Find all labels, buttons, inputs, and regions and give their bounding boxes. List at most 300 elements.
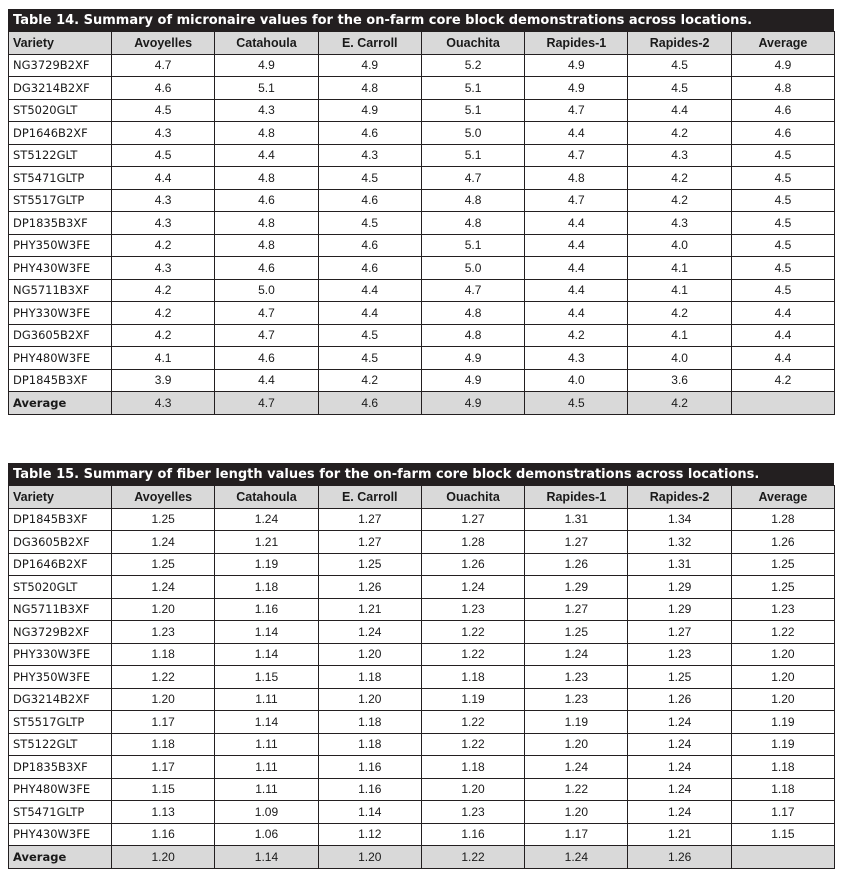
table-row	[9, 598, 835, 621]
average-cell: 4.6	[318, 392, 421, 415]
value-cell: 4.2	[112, 234, 215, 257]
value-cell: 4.7	[215, 302, 318, 325]
value-cell: 1.23	[421, 598, 524, 621]
value-cell: 1.11	[215, 778, 318, 801]
value-cell: 1.22	[421, 711, 524, 734]
average-label: Average	[9, 392, 112, 415]
value-cell: 4.7	[421, 279, 524, 302]
table-14-grid	[8, 31, 835, 415]
value-cell: 1.11	[215, 688, 318, 711]
value-cell: 4.8	[731, 77, 834, 100]
value-cell: 1.25	[731, 576, 834, 599]
value-cell: 1.19	[421, 688, 524, 711]
average-cell: 1.20	[318, 846, 421, 869]
value-cell: 4.3	[112, 257, 215, 280]
value-cell: 5.1	[215, 77, 318, 100]
value-cell: 4.4	[628, 99, 731, 122]
value-cell: 4.4	[525, 302, 628, 325]
value-cell: 4.8	[215, 212, 318, 235]
table-row	[9, 122, 835, 145]
value-cell: 5.1	[421, 144, 524, 167]
value-cell: 1.31	[525, 508, 628, 531]
table-row	[9, 756, 835, 779]
value-cell: 1.17	[112, 711, 215, 734]
value-cell: 1.16	[421, 823, 524, 846]
column-header: Rapides-1	[525, 486, 628, 509]
table-15-title: Table 15. Summary of fiber length values for the on-farm core block demonstrations across locations.	[8, 463, 834, 485]
value-cell: 1.20	[525, 801, 628, 824]
value-cell: 4.7	[525, 189, 628, 212]
value-cell: 4.9	[318, 99, 421, 122]
column-header: Catahoula	[215, 32, 318, 55]
table-row	[9, 302, 835, 325]
average-row	[9, 392, 835, 415]
value-cell: 4.5	[731, 212, 834, 235]
value-cell: 4.3	[318, 144, 421, 167]
value-cell: 1.24	[628, 801, 731, 824]
value-cell: 4.4	[215, 369, 318, 392]
value-cell: 1.27	[628, 621, 731, 644]
value-cell: 1.24	[215, 508, 318, 531]
value-cell: 1.21	[628, 823, 731, 846]
value-cell: 4.5	[731, 189, 834, 212]
value-cell: 1.12	[318, 823, 421, 846]
variety-cell: PHY330W3FE	[9, 643, 112, 666]
value-cell: 1.26	[525, 553, 628, 576]
column-header: Rapides-1	[525, 32, 628, 55]
value-cell: 1.26	[628, 688, 731, 711]
value-cell: 4.4	[525, 234, 628, 257]
value-cell: 1.20	[731, 688, 834, 711]
value-cell: 1.27	[525, 531, 628, 554]
average-cell: 4.9	[421, 392, 524, 415]
variety-cell: ST5471GLTP	[9, 801, 112, 824]
value-cell: 4.8	[421, 189, 524, 212]
value-cell: 4.5	[628, 54, 731, 77]
table-14-title: Table 14. Summary of micronaire values for the on-farm core block demonstrations across locations.	[8, 9, 834, 31]
value-cell: 1.27	[318, 508, 421, 531]
value-cell: 1.24	[628, 711, 731, 734]
table-row	[9, 553, 835, 576]
value-cell: 1.28	[421, 531, 524, 554]
table-row	[9, 576, 835, 599]
variety-cell: ST5020GLT	[9, 576, 112, 599]
value-cell: 1.26	[731, 531, 834, 554]
column-header: Ouachita	[421, 32, 524, 55]
value-cell: 1.24	[525, 643, 628, 666]
table-row	[9, 189, 835, 212]
value-cell: 1.17	[731, 801, 834, 824]
value-cell: 4.6	[215, 347, 318, 370]
table-row	[9, 234, 835, 257]
value-cell: 4.8	[215, 167, 318, 190]
variety-cell: DG3605B2XF	[9, 531, 112, 554]
variety-cell: DP1835B3XF	[9, 756, 112, 779]
value-cell: 4.5	[112, 144, 215, 167]
value-cell: 4.4	[112, 167, 215, 190]
value-cell: 1.24	[628, 733, 731, 756]
value-cell: 4.4	[525, 257, 628, 280]
value-cell: 4.9	[215, 54, 318, 77]
value-cell: 1.20	[112, 598, 215, 621]
average-cell: 4.7	[215, 392, 318, 415]
value-cell: 4.5	[731, 257, 834, 280]
value-cell: 4.3	[525, 347, 628, 370]
variety-cell: PHY480W3FE	[9, 778, 112, 801]
value-cell: 4.3	[112, 122, 215, 145]
variety-cell: PHY350W3FE	[9, 234, 112, 257]
value-cell: 1.22	[525, 778, 628, 801]
table-row	[9, 77, 835, 100]
value-cell: 1.20	[731, 643, 834, 666]
value-cell: 4.5	[731, 279, 834, 302]
average-cell: 1.22	[421, 846, 524, 869]
value-cell: 4.2	[525, 324, 628, 347]
value-cell: 4.2	[731, 369, 834, 392]
value-cell: 1.21	[318, 598, 421, 621]
value-cell: 4.6	[215, 257, 318, 280]
value-cell: 1.29	[628, 598, 731, 621]
variety-cell: DP1646B2XF	[9, 553, 112, 576]
value-cell: 1.22	[421, 643, 524, 666]
table-row	[9, 54, 835, 77]
value-cell: 4.5	[112, 99, 215, 122]
value-cell: 1.24	[112, 576, 215, 599]
value-cell: 4.2	[318, 369, 421, 392]
value-cell: 1.27	[421, 508, 524, 531]
variety-cell: PHY480W3FE	[9, 347, 112, 370]
value-cell: 1.18	[112, 733, 215, 756]
value-cell: 1.18	[421, 756, 524, 779]
table-row	[9, 733, 835, 756]
value-cell: 4.9	[525, 54, 628, 77]
value-cell: 4.4	[731, 302, 834, 325]
variety-cell: DP1845B3XF	[9, 508, 112, 531]
value-cell: 1.18	[318, 711, 421, 734]
value-cell: 4.5	[731, 144, 834, 167]
value-cell: 4.3	[112, 189, 215, 212]
value-cell: 1.24	[525, 756, 628, 779]
value-cell: 1.20	[525, 733, 628, 756]
value-cell: 4.6	[112, 77, 215, 100]
variety-cell: ST5517GLTP	[9, 189, 112, 212]
value-cell: 4.8	[421, 212, 524, 235]
column-header: Variety	[9, 32, 112, 55]
value-cell: 1.28	[731, 508, 834, 531]
value-cell: 4.5	[628, 77, 731, 100]
value-cell: 1.22	[421, 621, 524, 644]
value-cell: 1.18	[421, 666, 524, 689]
value-cell: 1.24	[421, 576, 524, 599]
variety-cell: PHY430W3FE	[9, 823, 112, 846]
value-cell: 5.0	[421, 257, 524, 280]
value-cell: 1.19	[731, 733, 834, 756]
column-header: Rapides-2	[628, 486, 731, 509]
value-cell: 4.4	[318, 302, 421, 325]
value-cell: 4.5	[318, 347, 421, 370]
table-row	[9, 531, 835, 554]
value-cell: 1.11	[215, 733, 318, 756]
value-cell: 1.09	[215, 801, 318, 824]
average-label: Average	[9, 846, 112, 869]
value-cell: 1.16	[318, 756, 421, 779]
value-cell: 4.4	[731, 324, 834, 347]
value-cell: 3.6	[628, 369, 731, 392]
value-cell: 1.17	[112, 756, 215, 779]
variety-cell: DP1835B3XF	[9, 212, 112, 235]
value-cell: 1.16	[112, 823, 215, 846]
value-cell: 4.3	[628, 144, 731, 167]
value-cell: 1.18	[318, 733, 421, 756]
variety-cell: ST5471GLTP	[9, 167, 112, 190]
value-cell: 1.24	[628, 756, 731, 779]
value-cell: 4.9	[525, 77, 628, 100]
header-row	[9, 486, 835, 509]
average-cell: 4.2	[628, 392, 731, 415]
value-cell: 1.23	[731, 598, 834, 621]
table-row	[9, 621, 835, 644]
value-cell: 4.6	[318, 257, 421, 280]
value-cell: 5.0	[421, 122, 524, 145]
value-cell: 4.6	[318, 234, 421, 257]
average-cell: 4.5	[525, 392, 628, 415]
table-row	[9, 778, 835, 801]
value-cell: 4.2	[628, 302, 731, 325]
table-row	[9, 711, 835, 734]
value-cell: 4.2	[628, 167, 731, 190]
table-15	[8, 463, 834, 869]
value-cell: 3.9	[112, 369, 215, 392]
value-cell: 4.9	[731, 54, 834, 77]
value-cell: 1.20	[318, 688, 421, 711]
header-row	[9, 32, 835, 55]
value-cell: 5.1	[421, 234, 524, 257]
table-row	[9, 279, 835, 302]
value-cell: 4.5	[318, 212, 421, 235]
variety-cell: NG3729B2XF	[9, 54, 112, 77]
value-cell: 4.8	[421, 302, 524, 325]
value-cell: 4.4	[525, 122, 628, 145]
value-cell: 1.18	[318, 666, 421, 689]
value-cell: 4.2	[628, 189, 731, 212]
value-cell: 1.15	[112, 778, 215, 801]
value-cell: 4.2	[112, 279, 215, 302]
value-cell: 4.7	[421, 167, 524, 190]
variety-cell: DG3214B2XF	[9, 77, 112, 100]
value-cell: 4.2	[628, 122, 731, 145]
table-row	[9, 167, 835, 190]
value-cell: 4.5	[318, 324, 421, 347]
value-cell: 1.14	[318, 801, 421, 824]
value-cell: 1.24	[318, 621, 421, 644]
value-cell: 4.6	[318, 189, 421, 212]
value-cell: 4.7	[525, 144, 628, 167]
variety-cell: ST5122GLT	[9, 733, 112, 756]
value-cell: 1.23	[628, 643, 731, 666]
average-cell: 4.3	[112, 392, 215, 415]
value-cell: 1.25	[628, 666, 731, 689]
value-cell: 1.15	[215, 666, 318, 689]
variety-cell: NG5711B3XF	[9, 598, 112, 621]
table-row	[9, 324, 835, 347]
value-cell: 4.5	[318, 167, 421, 190]
value-cell: 1.26	[421, 553, 524, 576]
value-cell: 1.20	[421, 778, 524, 801]
table-14	[8, 9, 834, 415]
value-cell: 1.19	[215, 553, 318, 576]
value-cell: 1.25	[112, 508, 215, 531]
value-cell: 4.4	[215, 144, 318, 167]
column-header: E. Carroll	[318, 32, 421, 55]
value-cell: 4.3	[112, 212, 215, 235]
value-cell: 4.1	[628, 324, 731, 347]
value-cell: 1.06	[215, 823, 318, 846]
table-row	[9, 666, 835, 689]
value-cell: 4.1	[628, 279, 731, 302]
value-cell: 4.8	[215, 234, 318, 257]
value-cell: 1.27	[525, 598, 628, 621]
average-cell: 1.20	[112, 846, 215, 869]
variety-cell: ST5517GLTP	[9, 711, 112, 734]
value-cell: 1.24	[112, 531, 215, 554]
column-header: Average	[731, 486, 834, 509]
variety-cell: NG5711B3XF	[9, 279, 112, 302]
value-cell: 4.6	[318, 122, 421, 145]
variety-cell: PHY350W3FE	[9, 666, 112, 689]
value-cell: 5.1	[421, 77, 524, 100]
variety-cell: PHY330W3FE	[9, 302, 112, 325]
value-cell: 1.21	[215, 531, 318, 554]
value-cell: 1.20	[112, 688, 215, 711]
average-cell: 1.24	[525, 846, 628, 869]
variety-cell: DP1845B3XF	[9, 369, 112, 392]
table-row	[9, 508, 835, 531]
column-header: Avoyelles	[112, 32, 215, 55]
table-row	[9, 369, 835, 392]
value-cell: 1.14	[215, 643, 318, 666]
table-row	[9, 347, 835, 370]
column-header: Variety	[9, 486, 112, 509]
value-cell: 1.18	[215, 576, 318, 599]
value-cell: 1.23	[112, 621, 215, 644]
value-cell: 4.2	[112, 302, 215, 325]
column-header: Rapides-2	[628, 32, 731, 55]
table-row	[9, 212, 835, 235]
value-cell: 4.9	[421, 369, 524, 392]
value-cell: 1.32	[628, 531, 731, 554]
value-cell: 1.18	[731, 756, 834, 779]
value-cell: 1.20	[731, 666, 834, 689]
value-cell: 1.25	[318, 553, 421, 576]
value-cell: 4.9	[421, 347, 524, 370]
value-cell: 1.25	[525, 621, 628, 644]
value-cell: 1.11	[215, 756, 318, 779]
variety-cell: DG3214B2XF	[9, 688, 112, 711]
column-header: E. Carroll	[318, 486, 421, 509]
variety-cell: PHY430W3FE	[9, 257, 112, 280]
value-cell: 1.18	[112, 643, 215, 666]
value-cell: 1.22	[112, 666, 215, 689]
average-cell: 1.26	[628, 846, 731, 869]
value-cell: 4.4	[525, 212, 628, 235]
column-header: Catahoula	[215, 486, 318, 509]
value-cell: 4.8	[525, 167, 628, 190]
value-cell: 1.31	[628, 553, 731, 576]
value-cell: 1.19	[525, 711, 628, 734]
value-cell: 4.3	[628, 212, 731, 235]
value-cell: 1.22	[421, 733, 524, 756]
value-cell: 1.26	[318, 576, 421, 599]
variety-cell: ST5122GLT	[9, 144, 112, 167]
table-row	[9, 99, 835, 122]
value-cell: 1.25	[731, 553, 834, 576]
value-cell: 4.4	[318, 279, 421, 302]
value-cell: 4.4	[525, 279, 628, 302]
value-cell: 1.20	[318, 643, 421, 666]
average-cell: 1.14	[215, 846, 318, 869]
value-cell: 4.1	[628, 257, 731, 280]
value-cell: 4.6	[731, 99, 834, 122]
value-cell: 1.24	[628, 778, 731, 801]
value-cell: 4.2	[112, 324, 215, 347]
value-cell: 5.0	[215, 279, 318, 302]
value-cell: 1.22	[731, 621, 834, 644]
variety-cell: DP1646B2XF	[9, 122, 112, 145]
value-cell: 4.8	[215, 122, 318, 145]
value-cell: 4.7	[525, 99, 628, 122]
value-cell: 4.1	[112, 347, 215, 370]
value-cell: 4.0	[628, 347, 731, 370]
average-row	[9, 846, 835, 869]
value-cell: 1.15	[731, 823, 834, 846]
value-cell: 1.14	[215, 621, 318, 644]
value-cell: 1.19	[731, 711, 834, 734]
column-header: Ouachita	[421, 486, 524, 509]
table-row	[9, 257, 835, 280]
value-cell: 1.27	[318, 531, 421, 554]
value-cell: 1.18	[731, 778, 834, 801]
column-header: Avoyelles	[112, 486, 215, 509]
table-row	[9, 643, 835, 666]
value-cell: 4.7	[112, 54, 215, 77]
value-cell: 1.29	[525, 576, 628, 599]
value-cell: 4.0	[628, 234, 731, 257]
value-cell: 1.34	[628, 508, 731, 531]
table-row	[9, 801, 835, 824]
average-cell	[731, 846, 834, 869]
value-cell: 1.14	[215, 711, 318, 734]
value-cell: 1.23	[525, 666, 628, 689]
table-row	[9, 688, 835, 711]
value-cell: 4.8	[318, 77, 421, 100]
value-cell: 1.29	[628, 576, 731, 599]
value-cell: 4.5	[731, 234, 834, 257]
value-cell: 1.23	[525, 688, 628, 711]
table-row	[9, 144, 835, 167]
column-header: Average	[731, 32, 834, 55]
value-cell: 4.5	[731, 167, 834, 190]
value-cell: 1.17	[525, 823, 628, 846]
value-cell: 5.1	[421, 99, 524, 122]
value-cell: 1.23	[421, 801, 524, 824]
value-cell: 1.13	[112, 801, 215, 824]
variety-cell: DG3605B2XF	[9, 324, 112, 347]
variety-cell: ST5020GLT	[9, 99, 112, 122]
value-cell: 1.25	[112, 553, 215, 576]
value-cell: 4.4	[731, 347, 834, 370]
value-cell: 5.2	[421, 54, 524, 77]
table-row	[9, 823, 835, 846]
